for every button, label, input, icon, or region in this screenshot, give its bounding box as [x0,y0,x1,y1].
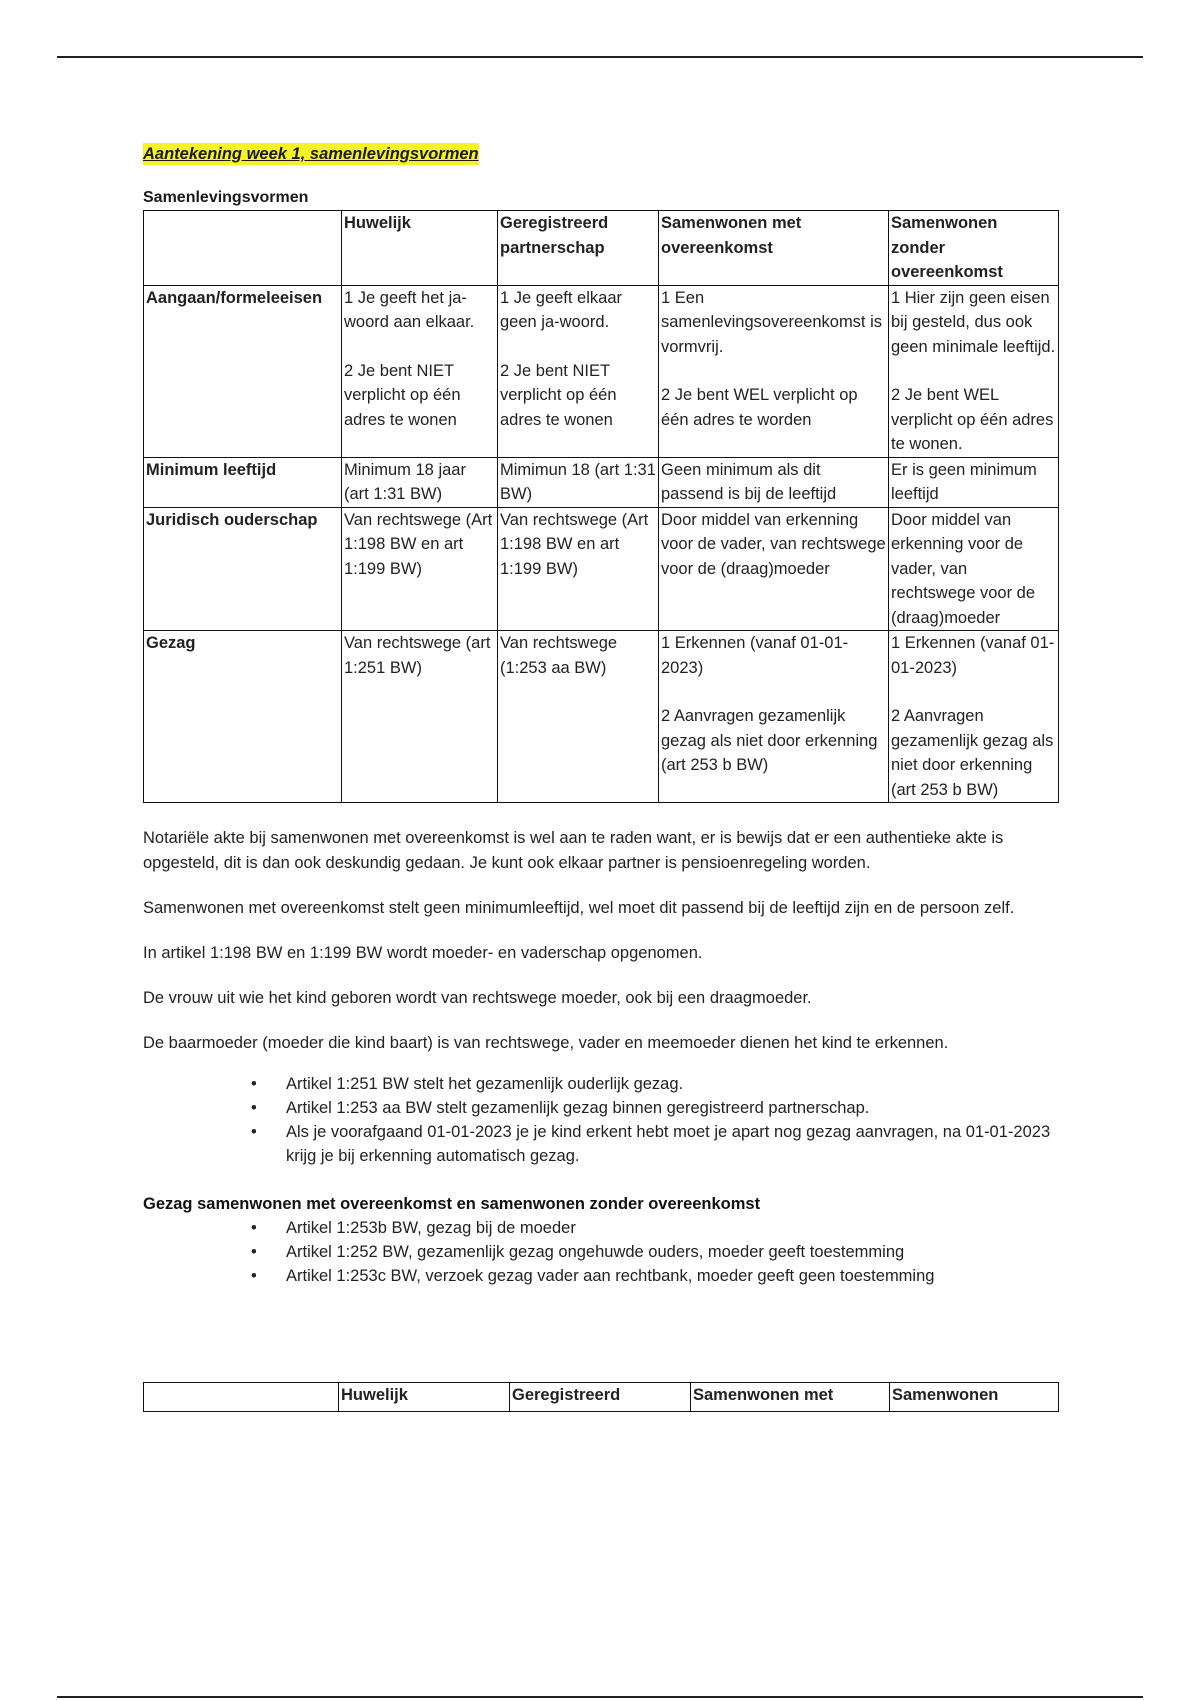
list-item [251,1216,1058,1240]
cell-text: 2 Je bent NIET verplicht op één adres te wonen [344,361,461,429]
table2-header-row [144,1383,1059,1412]
table-cell [659,457,889,507]
row-label: Juridisch ouderschap [144,507,342,631]
cell-text: 2 Je bent NIET verplicht op één adres te wonen [500,361,617,429]
cell-text: Van rechtswege (1:253 aa BW) [500,634,618,677]
footer-rule [57,1696,1143,1698]
paragraph: De vrouw uit wie het kind geboren wordt van rechtswege moeder, ook bij een draagmoeder. [143,989,812,1007]
table-cell [342,507,498,631]
page-content [143,142,1058,1412]
table2-header-cell [144,1383,339,1412]
list-item-text: Artikel 1:251 BW stelt het gezamenlijk ouderlijk gezag. [286,1075,684,1093]
cell-text: 1 Erkennen (vanaf 01-01-2023) [661,634,849,677]
cell-text: Van rechtswege (Art 1:198 BW en art 1:199 BW) [500,510,649,578]
table-cell [498,507,659,631]
cell-text: Mimimun 18 (art 1:31 BW) [500,460,656,503]
cell-text: Door middel van erkenning voor de vader, van rechtswege voor de (draag)moeder [891,510,1035,627]
list-item [251,1264,1058,1288]
list-item [251,1096,1058,1120]
paragraph: In artikel 1:198 BW en 1:199 BW wordt moeder- en vaderschap opgenomen. [143,944,703,962]
cell-text: Door middel van erkenning voor de vader, van rechtswege voor de (draag)moeder [661,510,886,578]
table-cell [889,285,1059,457]
table-row [144,631,1059,803]
table-cell [342,285,498,457]
table-header-cell [144,211,342,286]
paragraph: Samenwonen met overeenkomst stelt geen minimumleeftijd, wel moet dit passend bij de leeftijd zijn en de persoon zelf. [143,899,1015,917]
cell-text: 1 Je geeft elkaar geen ja-woord. [500,288,622,331]
paragraph: De baarmoeder (moeder die kind baart) is van rechtswege, vader en meemoeder dienen het kind te erkennen. [143,1034,949,1052]
list-item [251,1240,1058,1264]
cell-text: Van rechtswege (art 1:251 BW) [344,634,491,677]
row-label: Gezag [144,631,342,803]
list-item-text: Artikel 1:253 aa BW stelt gezamenlijk gezag binnen geregistreerd partnerschap. [286,1099,870,1117]
header-rule [57,56,1143,58]
cell-text: Geen minimum als dit passend is bij de leeftijd [661,460,837,503]
table2-header-cell: Samenwonen met [691,1383,890,1412]
table-cell [659,285,889,457]
cell-text: 2 Je bent WEL verplicht op één adres te wonen. [891,386,1054,453]
bullet-list-1 [143,1072,1058,1168]
bullet-icon: • [251,1267,257,1285]
bullet-icon: • [251,1219,257,1237]
list-item [251,1120,1058,1168]
table2-header-cell: Geregistreerd [510,1383,691,1412]
bullet-icon: • [251,1243,257,1261]
list-item-text: Artikel 1:253c BW, verzoek gezag vader aan rechtbank, moeder geeft geen toestemming [286,1267,935,1285]
gezag-heading: Gezag samenwonen met overeenkomst en samenwonen zonder overeenkomst [143,1195,761,1213]
cell-text: Minimum 18 jaar (art 1:31 BW) [344,460,466,503]
cell-text: 1 Hier zijn geen eisen bij gesteld, dus ook geen minimale leeftijd. [891,288,1056,356]
bullet-icon: • [251,1099,257,1117]
table-header-cell: Huwelijk [342,211,498,286]
list-item [251,1072,1058,1096]
cell-text: 1 Erkennen (vanaf 01-01-2023) [891,634,1055,677]
bullet-icon: • [251,1123,257,1141]
table-cell [498,631,659,803]
table-header-cell: Samenwonen met overeenkomst [659,211,889,286]
bullet-icon: • [251,1075,257,1093]
table-cell [342,457,498,507]
table-row [144,507,1059,631]
row-label: Minimum leeftijd [144,457,342,507]
table-cell [342,631,498,803]
table-header-cell: Samenwonen zonder overeenkomst [889,211,1059,286]
table-cell [889,507,1059,631]
table-cell [498,285,659,457]
table-header-cell: Geregistreerd partnerschap [498,211,659,286]
cell-text: 2 Aanvragen gezamenlijk gezag als niet door erkenning (art 253 b BW) [891,707,1054,799]
table-cell [659,507,889,631]
row-label: Aangaan/formeleeisen [144,285,342,457]
table2-header-cell: Samenwonen [890,1383,1059,1412]
cell-text: Van rechtswege (Art 1:198 BW en art 1:199 BW) [344,510,493,578]
paragraphs [143,826,1058,1056]
doc-title: Aantekening week 1, samenlevingsvormen [143,145,479,163]
table-cell [498,457,659,507]
table-body [144,285,1059,803]
list-item-text: Artikel 1:253b BW, gezag bij de moeder [286,1219,576,1237]
list-item-text: Als je voorafgaand 01-01-2023 je je kind erkent hebt moet je apart nog gezag aanvragen, na 01-01-2023 krijg je bij erkenning automatisch gezag. [286,1123,1051,1165]
table-row [144,457,1059,507]
comparison-table [143,210,1059,803]
cell-text: 1 Een samenlevingsovereenkomst is vormvrij. [661,288,883,356]
table-section-title: Samenlevingsvormen [143,189,309,206]
cell-text: 2 Aanvragen gezamenlijk gezag als niet door erkenning (art 253 b BW) [661,707,878,774]
table2-header-cell: Huwelijk [339,1383,510,1412]
table-cell [889,631,1059,803]
cell-text: 2 Je bent WEL verplicht op één adres te worden [661,386,858,429]
second-table [143,1382,1059,1412]
paragraph: Notariële akte bij samenwonen met overeenkomst is wel aan te raden want, er is bewijs dat er een authentieke akte is opgesteld, dit is dan ook deskundig gedaan. Je kunt ook elkaar partner is pensioenregeling worden. [143,829,1004,872]
cell-text: Er is geen minimum leeftijd [891,460,1037,503]
list-item-text: Artikel 1:252 BW, gezamenlijk gezag ongehuwde ouders, moeder geeft toestemming [286,1243,905,1261]
table-cell [889,457,1059,507]
table-header-row [144,211,1059,286]
table-row [144,285,1059,457]
table-cell [659,631,889,803]
cell-text: 1 Je geeft het ja-woord aan elkaar. [344,288,475,331]
bullet-list-2 [143,1216,1058,1288]
